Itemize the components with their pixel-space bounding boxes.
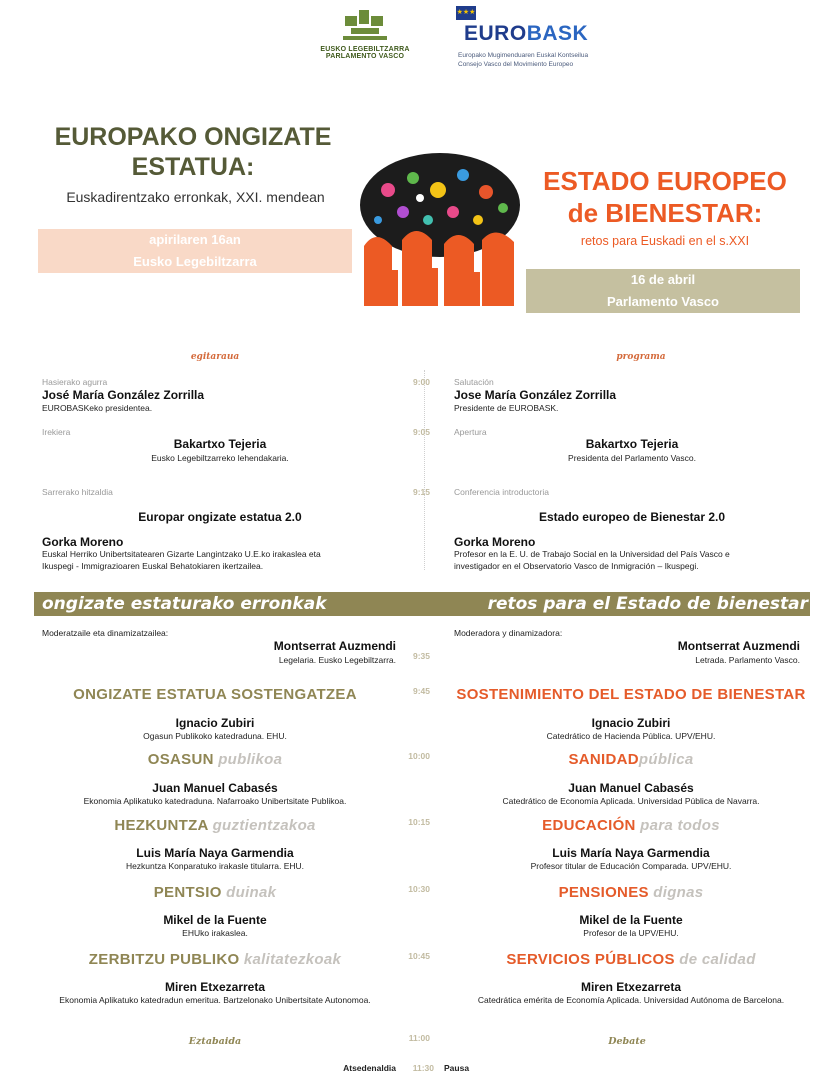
- topic-title-es: SANIDADpública: [568, 751, 694, 768]
- eu-flag-icon: ★★★: [456, 6, 476, 20]
- session-label-eu: Irekiera: [42, 427, 71, 437]
- topic-title-eu: ZERBITZU PUBLIKO kalitatezkoak: [88, 951, 342, 968]
- session-time: 9:15: [412, 487, 430, 497]
- session-label-es: Conferencia introductoria: [454, 487, 549, 497]
- moderator-desc-es: Letrada. Parlamento Vasco.: [695, 655, 800, 665]
- debate-label-eu: Eztabaida: [188, 1036, 242, 1047]
- moderator-name-eu: Montserrat Auzmendi: [273, 639, 396, 653]
- moderator-label-eu: Moderatzaile eta dinamizatzailea:: [42, 628, 169, 638]
- speaker-name-eu: Luis María Naya Garmendia: [136, 846, 294, 860]
- topic-time: 10:15: [408, 817, 430, 827]
- session-time: 9:05: [412, 427, 430, 437]
- topic-title-eu: HEZKUNTZA guztientzakoa: [114, 817, 316, 834]
- speaker-desc-es: Profesor en la E. U. de Trabajo Social en la Universidad del País Vasco e: [454, 549, 730, 559]
- eurobask-logo: [452, 2, 612, 72]
- heads-illustration: [358, 150, 522, 306]
- session-label-eu: Hasierako agurra: [42, 377, 108, 387]
- place-eu: Eusko Legebiltzarra: [133, 254, 257, 269]
- eurobask-subtitle-eu: Europako Mugimenduaren Euskal Kontseilua: [458, 52, 589, 59]
- program-header-es: programa: [616, 352, 666, 362]
- speaker-name-es: Luis María Naya Garmendia: [552, 846, 710, 860]
- subtitle-eu: Euskadirentzako erronkak, XXI. mendean: [66, 189, 325, 205]
- subtitle-es: retos para Euskadi en el s.XXI: [580, 234, 750, 248]
- speaker-desc-es: Catedrático de Hacienda Pública. UPV/EHU.: [546, 731, 716, 741]
- speaker-name-es: Gorka Moreno: [454, 535, 536, 549]
- speaker-desc-es: investigador en el Observatorio Vasco de Inmigración – Ikuspegi.: [454, 561, 699, 571]
- speaker-desc-eu: EUROBASKeko presidentea.: [42, 403, 153, 413]
- moderator-time: 9:35: [412, 651, 430, 661]
- speaker-desc-es: Profesor titular de Educación Comparada. UPV/EHU.: [530, 861, 732, 871]
- moderator-label-es: Moderadora y dinamizadora:: [454, 628, 563, 638]
- talk-title-es: Estado europeo de Bienestar 2.0: [538, 510, 726, 524]
- eurobask-wordmark: EUROBASK: [464, 22, 589, 45]
- parliament-logo: [300, 8, 430, 72]
- section-band: [34, 592, 810, 616]
- date-eu: apirilaren 16an: [149, 232, 241, 247]
- speaker-desc-es: Presidente de EUROBASK.: [454, 403, 559, 413]
- topic-title-es: PENSIONES dignas: [558, 884, 704, 901]
- speaker-desc-es: Profesor de la UPV/EHU.: [583, 928, 679, 938]
- place-es: Parlamento Vasco: [607, 294, 719, 309]
- band-title-eu: ongizate estaturako erronkak: [42, 594, 327, 614]
- speaker-name-eu: Mikel de la Fuente: [163, 913, 267, 927]
- break-label-eu: Atsedenaldia: [343, 1063, 396, 1073]
- parliament-logo-line2: PARLAMENTO VASCO: [325, 53, 405, 60]
- date-es: 16 de abril: [630, 272, 696, 287]
- topic-time: 10:30: [408, 884, 430, 894]
- talk-title-eu: Europar ongizate estatua 2.0: [138, 510, 302, 524]
- speaker-name-eu: Miren Etxezarreta: [164, 980, 266, 994]
- topic-title-es: SOSTENIMIENTO DEL ESTADO DE BIENESTAR: [456, 686, 806, 703]
- speaker-name-es: Mikel de la Fuente: [579, 913, 683, 927]
- moderator-desc-eu: Legelaria. Eusko Legebiltzarra.: [278, 655, 396, 665]
- speaker-desc-eu: Ogasun Publikoko katedraduna. EHU.: [143, 731, 287, 741]
- topic-time: 9:45: [412, 686, 430, 696]
- speaker-name-eu: Juan Manuel Cabasés: [152, 781, 278, 795]
- speaker-desc-es: Presidenta del Parlamento Vasco.: [568, 453, 696, 463]
- page-title-es: ESTADO EUROPEO de BIENESTAR:: [543, 166, 787, 228]
- column-divider: [424, 370, 425, 570]
- topic-title-es: SERVICIOS PÚBLICOS de calidad: [506, 951, 756, 968]
- speaker-desc-eu: Eusko Legebiltzarreko lehendakaria.: [151, 453, 289, 463]
- topic-time: 10:00: [408, 751, 430, 761]
- session-label-es: Salutación: [454, 377, 494, 387]
- speaker-name-eu: Gorka Moreno: [42, 535, 124, 549]
- break-label-es: Pausa: [444, 1063, 470, 1073]
- band-title-es: retos para el Estado de bienestar: [487, 594, 808, 614]
- speaker-name-eu: José María González Zorrilla: [42, 388, 205, 402]
- break-time: 11:30: [412, 1063, 434, 1073]
- speaker-desc-eu: EHUko irakaslea.: [182, 928, 248, 938]
- speaker-desc-eu: Ekonomia Aplikatuko katedradun emeritua. Bartzelonako Unibertsitate Autonomoa.: [59, 995, 371, 1005]
- parliament-logo-line1: EUSKO LEGEBILTZARRA: [320, 46, 410, 53]
- speaker-name-es: Jose María González Zorrilla: [454, 388, 617, 402]
- topic-title-eu: PENTSIO duinak: [153, 884, 277, 901]
- moderator-name-es: Montserrat Auzmendi: [677, 639, 800, 653]
- parliament-emblem-icon: [335, 8, 395, 46]
- speaker-desc-eu: Ekonomia Aplikatuko katedraduna. Nafarroako Unibertsitate Publikoa.: [83, 796, 347, 806]
- speaker-name-eu: Ignacio Zubiri: [175, 716, 255, 730]
- topic-time: 10:45: [408, 951, 430, 961]
- date-box-es: [526, 269, 800, 313]
- speaker-desc-eu: Euskal Herriko Unibertsitatearen Gizarte Langintzako U.E.ko irakaslea eta: [42, 549, 321, 559]
- topic-title-eu: ONGIZATE ESTATUA SOSTENGATZEA: [73, 686, 357, 703]
- speaker-name-eu: Bakartxo Tejeria: [173, 437, 267, 451]
- topic-title-es: EDUCACIÓN para todos: [542, 817, 720, 834]
- program-header-eu: egitaraua: [190, 352, 240, 362]
- speaker-name-es: Juan Manuel Cabasés: [568, 781, 694, 795]
- topic-title-eu: OSASUN publikoa: [147, 751, 283, 768]
- session-label-es: Apertura: [454, 427, 487, 437]
- speaker-desc-es: Catedrática emérita de Economía Aplicada. Universidad Autónoma de Barcelona.: [477, 995, 785, 1005]
- speaker-desc-eu: Hezkuntza Konparatuko irakasle titularra. EHU.: [125, 861, 305, 871]
- eurobask-subtitle-es: Consejo Vasco del Movimiento Europeo: [458, 61, 574, 68]
- speaker-name-es: Bakartxo Tejeria: [585, 437, 679, 451]
- page-title-eu: EUROPAKO ONGIZATE ESTATUA:: [54, 123, 332, 181]
- speaker-desc-es: Catedrático de Economía Aplicada. Universidad Pública de Navarra.: [502, 796, 760, 806]
- debate-label-es: Debate: [608, 1036, 646, 1047]
- speaker-desc-eu: Ikuspegi - Immigrazioaren Euskal Behatokiaren ikertzailea.: [42, 561, 264, 571]
- session-label-eu: Sarrerako hitzaldia: [42, 487, 113, 497]
- date-box-eu: [38, 229, 352, 273]
- session-time: 9:00: [412, 377, 430, 387]
- debate-time: 11:00: [408, 1033, 430, 1043]
- speaker-name-es: Ignacio Zubiri: [591, 716, 671, 730]
- speaker-name-es: Miren Etxezarreta: [580, 980, 682, 994]
